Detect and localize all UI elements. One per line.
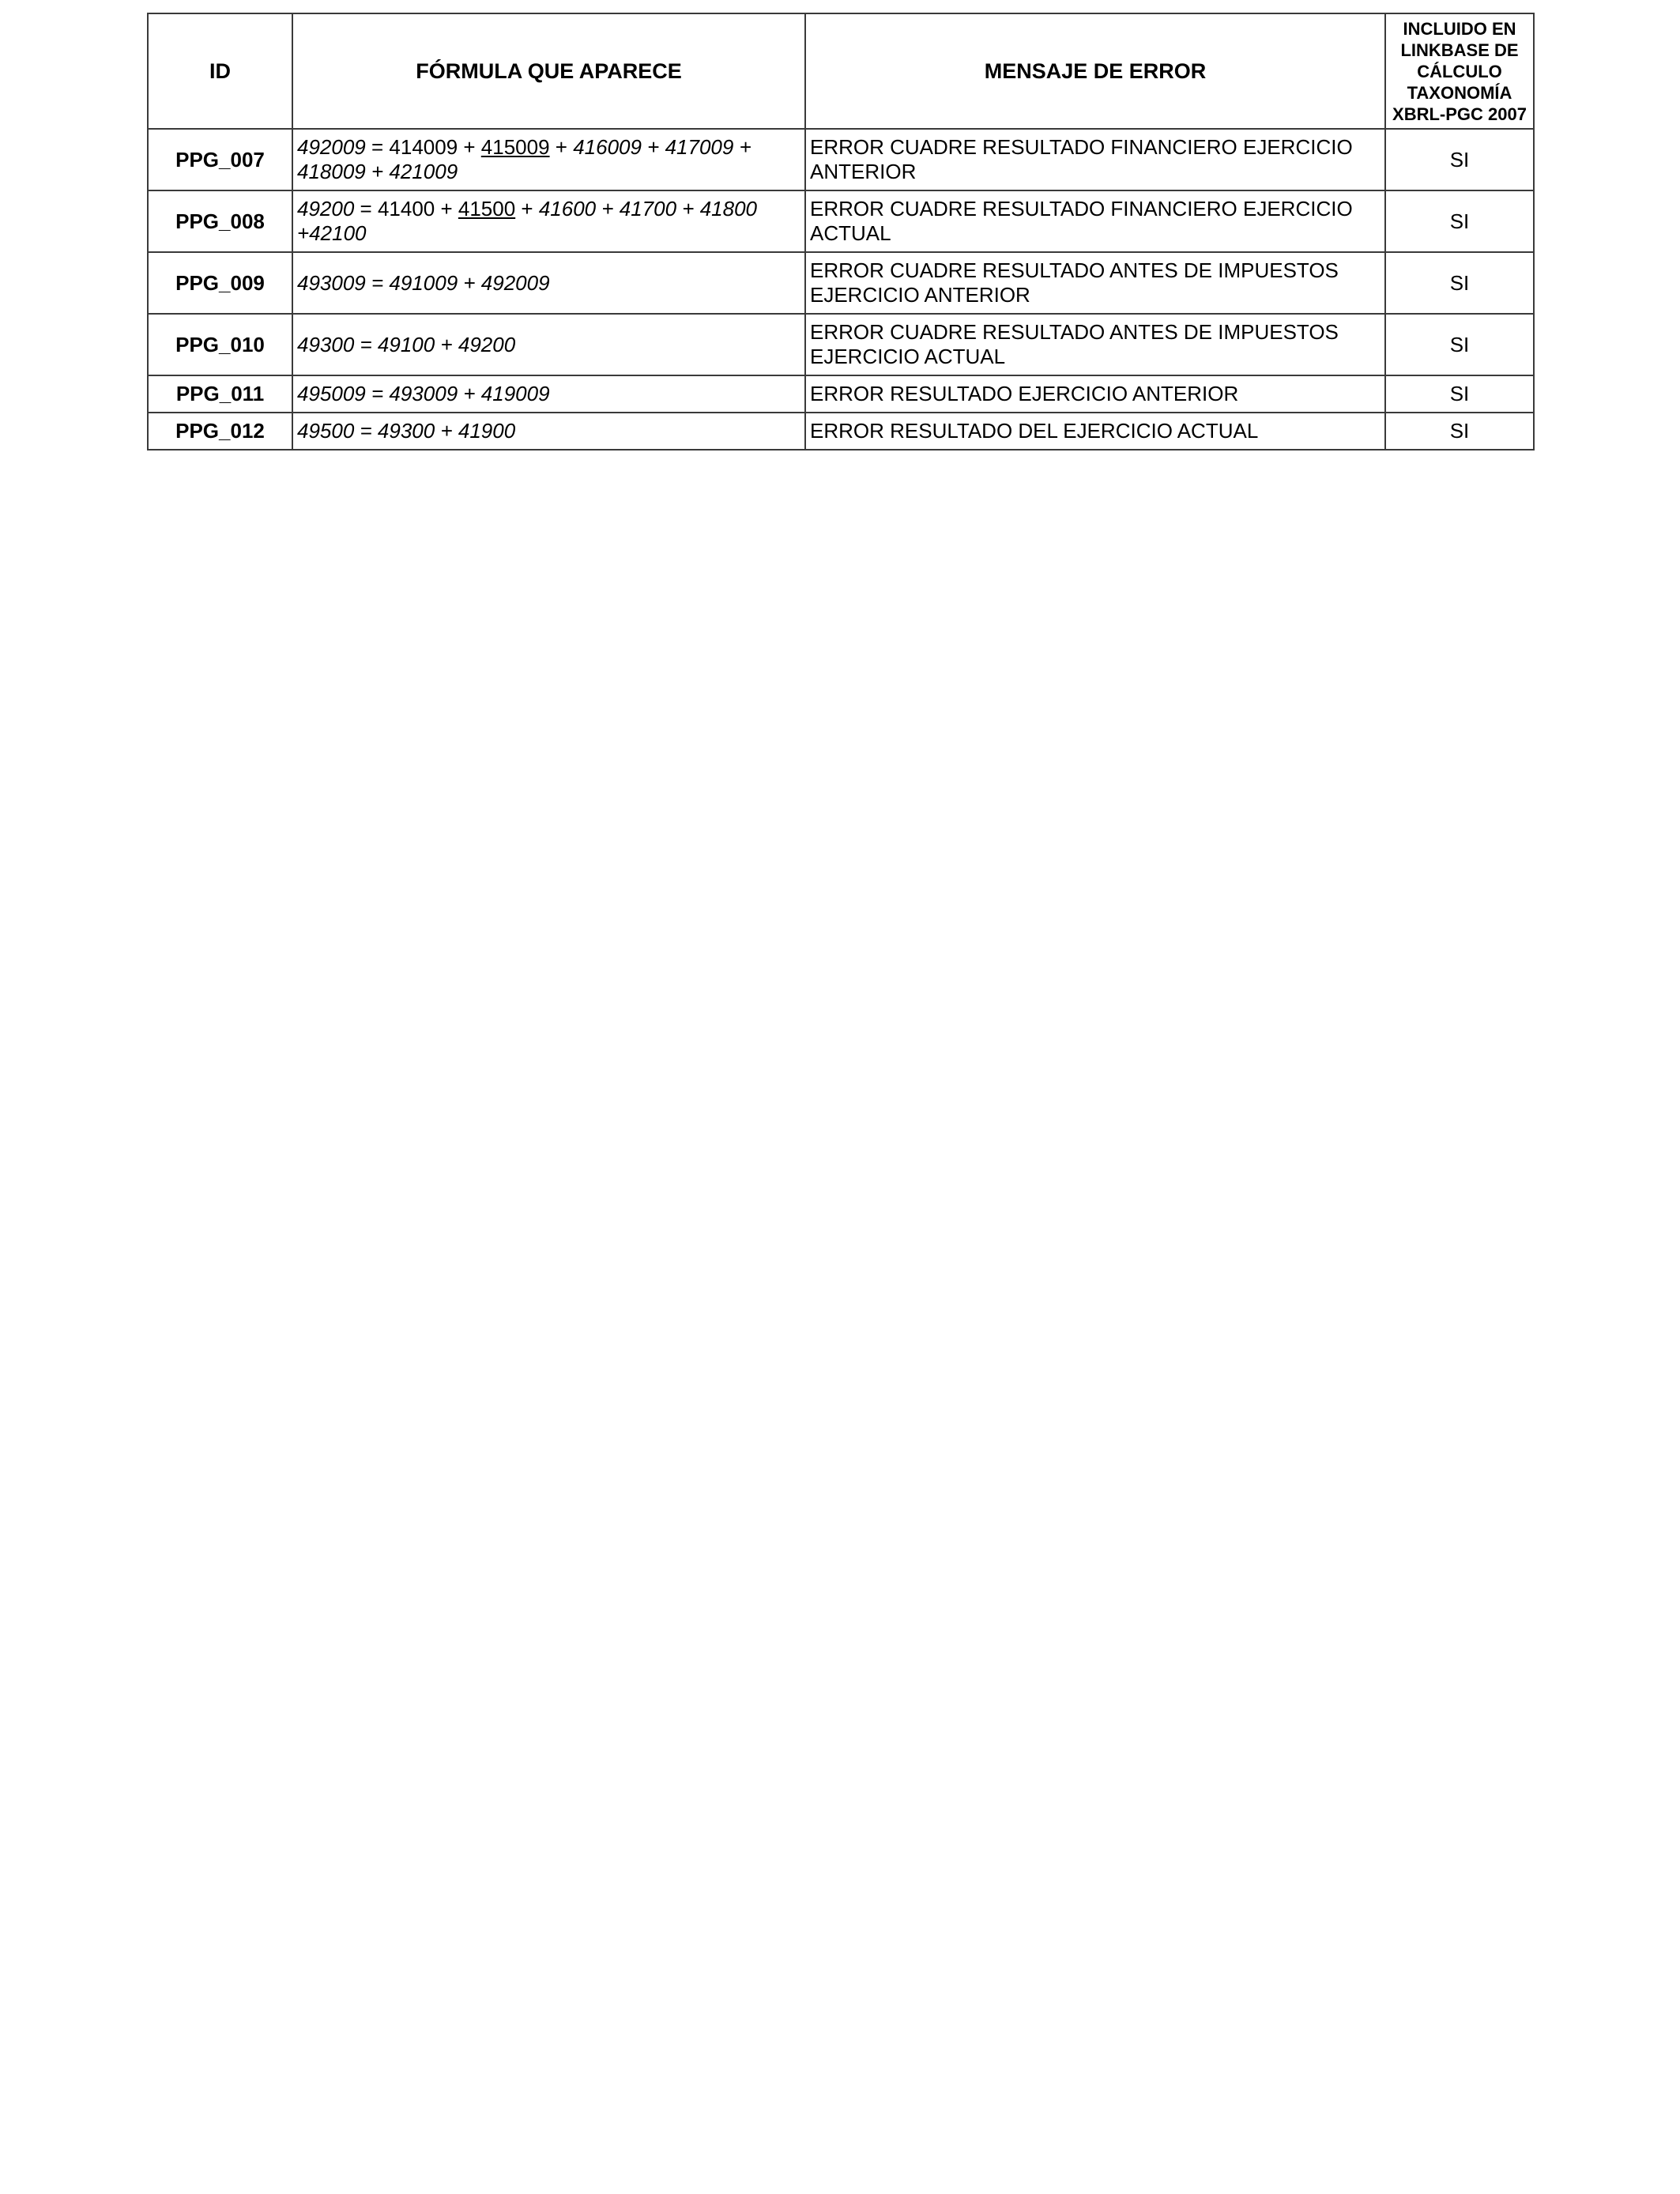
table-row [148,129,1534,190]
included-cell: SI [1385,314,1534,375]
formula-cell [292,314,805,375]
table-row [148,252,1534,314]
error-message-cell: ERROR CUADRE RESULTADO ANTES DE IMPUESTOS EJERCICIO ACTUAL [805,314,1385,375]
included-cell: SI [1385,129,1534,190]
formula-cell [292,190,805,252]
header-message: MENSAJE DE ERROR [805,13,1385,129]
formula-segment: 41500 [458,197,516,221]
formula-segment: 49200 [297,197,355,221]
rule-id-cell: PPG_009 [148,252,292,314]
rule-id-cell: PPG_008 [148,190,292,252]
formula-segment: = 41400 + [354,197,458,221]
included-cell: SI [1385,190,1534,252]
table-row [148,413,1534,450]
formula-cell [292,129,805,190]
table-body [148,129,1534,450]
table-row [148,375,1534,413]
header-row [148,13,1534,129]
header-included-line: LINKBASE DE [1400,40,1519,60]
rule-id-cell: PPG_012 [148,413,292,450]
formula-segment: 49500 = 49300 + 41900 [297,419,516,443]
formula-segment: 49300 = 49100 + 49200 [297,332,516,356]
included-cell: SI [1385,252,1534,314]
table-row [148,314,1534,375]
included-cell: SI [1385,375,1534,413]
formula-segment: 495009 = 493009 + 419009 [297,382,550,405]
error-message-cell: ERROR RESULTADO DEL EJERCICIO ACTUAL [805,413,1385,450]
header-id: ID [148,13,292,129]
error-rules-table [147,13,1535,450]
formula-segment: 41600 + 41700 + 41800 +42100 [297,197,757,245]
header-formula: FÓRMULA QUE APARECE [292,13,805,129]
formula-segment: 493009 = 491009 + 492009 [297,270,550,295]
included-cell: SI [1385,413,1534,450]
table-row [148,190,1534,252]
header-included-line: CÁLCULO [1417,61,1502,81]
error-message-cell: ERROR CUADRE RESULTADO FINANCIERO EJERCICIO ANTERIOR [805,129,1385,190]
formula-segment: + [549,135,574,159]
header-included-line: INCLUIDO EN [1403,18,1516,39]
formula-segment: 415009 [480,135,550,159]
error-message-cell: ERROR CUADRE RESULTADO FINANCIERO EJERCICIO ACTUAL [805,190,1385,252]
formula-segment: = 414009 + [365,135,481,159]
formula-segment: 492009 [297,135,366,159]
header-included-line: XBRL-PGC 2007 [1392,104,1527,124]
formula-cell [292,375,805,413]
rule-id-cell: PPG_010 [148,314,292,375]
formula-cell [292,252,805,314]
error-message-cell: ERROR RESULTADO EJERCICIO ANTERIOR [805,375,1385,413]
header-included-line: TAXONOMÍA [1407,82,1512,103]
formula-segment: + [515,197,539,221]
formula-segment: 416009 + 417009 + 418009 + 421009 [297,135,751,183]
rule-id-cell: PPG_011 [148,375,292,413]
error-message-cell: ERROR CUADRE RESULTADO ANTES DE IMPUESTOS EJERCICIO ANTERIOR [805,252,1385,314]
formula-cell [292,413,805,450]
header-included [1385,13,1534,129]
rule-id-cell: PPG_007 [148,129,292,190]
